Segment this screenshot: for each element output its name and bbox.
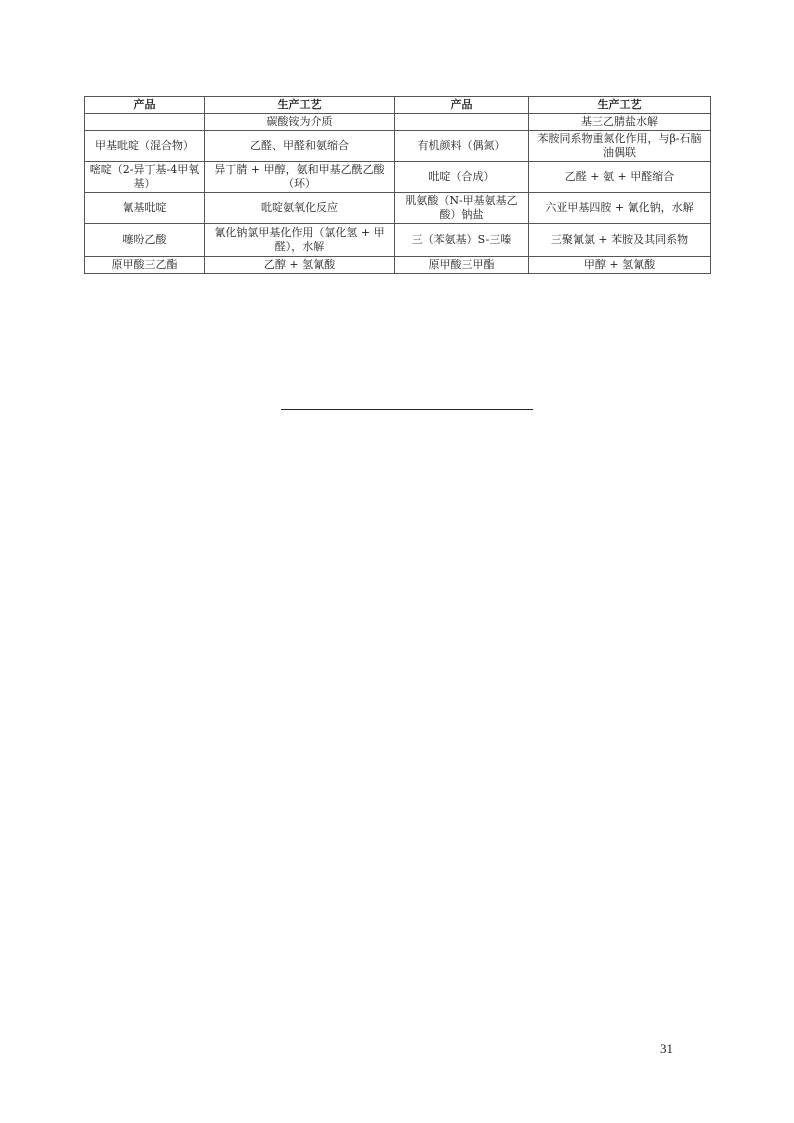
table-cell: 嘧啶（2-异丁基-4甲氧基）: [85, 162, 205, 193]
header-product-2: 产品: [395, 97, 529, 114]
page-number: 31: [660, 1041, 673, 1056]
table-cell: 氰化钠氯甲基化作用（氯化氢 + 甲醛），水解: [205, 224, 395, 257]
table-cell: 甲醇 + 氢氰酸: [529, 257, 711, 274]
table-row: [85, 193, 711, 224]
table-cell: 噻吩乙酸: [85, 224, 205, 257]
table-cell: 六亚甲基四胺 + 氰化钠，水解: [529, 193, 711, 224]
header-process-1: 生产工艺: [205, 97, 395, 114]
table-cell: 乙醛 + 氨 + 甲醛缩合: [529, 162, 711, 193]
table-row: [85, 131, 711, 162]
table-cell: 甲基吡啶（混合物）: [85, 131, 205, 162]
table-cell: [85, 114, 205, 131]
table-cell: 氰基吡啶: [85, 193, 205, 224]
table-row: [85, 114, 711, 131]
table-cell: 乙醇 + 氢氰酸: [205, 257, 395, 274]
production-process-table: [84, 96, 711, 274]
table-row: [85, 224, 711, 257]
table-cell: 基三乙腈盐水解: [529, 114, 711, 131]
table-cell: 原甲酸三乙酯: [85, 257, 205, 274]
table-row: [85, 162, 711, 193]
table-cell: [395, 114, 529, 131]
table-header-row: [85, 97, 711, 114]
table-cell: 有机颜料（偶氮）: [395, 131, 529, 162]
table-row: [85, 257, 711, 274]
footnote-separator-line: [281, 409, 533, 410]
table-cell: 肌氨酸（N-甲基氨基乙酸）钠盐: [395, 193, 529, 224]
table-cell: 吡啶（合成）: [395, 162, 529, 193]
table-cell: 吡啶氨氧化反应: [205, 193, 395, 224]
table-cell: 异丁腈 + 甲醇，氨和甲基乙酰乙酸（环）: [205, 162, 395, 193]
table-cell: 苯胺同系物重氮化作用，与β-石脑油偶联: [529, 131, 711, 162]
header-process-2: 生产工艺: [529, 97, 711, 114]
table-cell: 碳酸铵为介质: [205, 114, 395, 131]
table-cell: 乙醛、甲醛和氨缩合: [205, 131, 395, 162]
header-product-1: 产品: [85, 97, 205, 114]
table-cell: 原甲酸三甲酯: [395, 257, 529, 274]
table-cell: 三聚氰氯 + 苯胺及其同系物: [529, 224, 711, 257]
table-cell: 三（苯氨基）S-三嗪: [395, 224, 529, 257]
